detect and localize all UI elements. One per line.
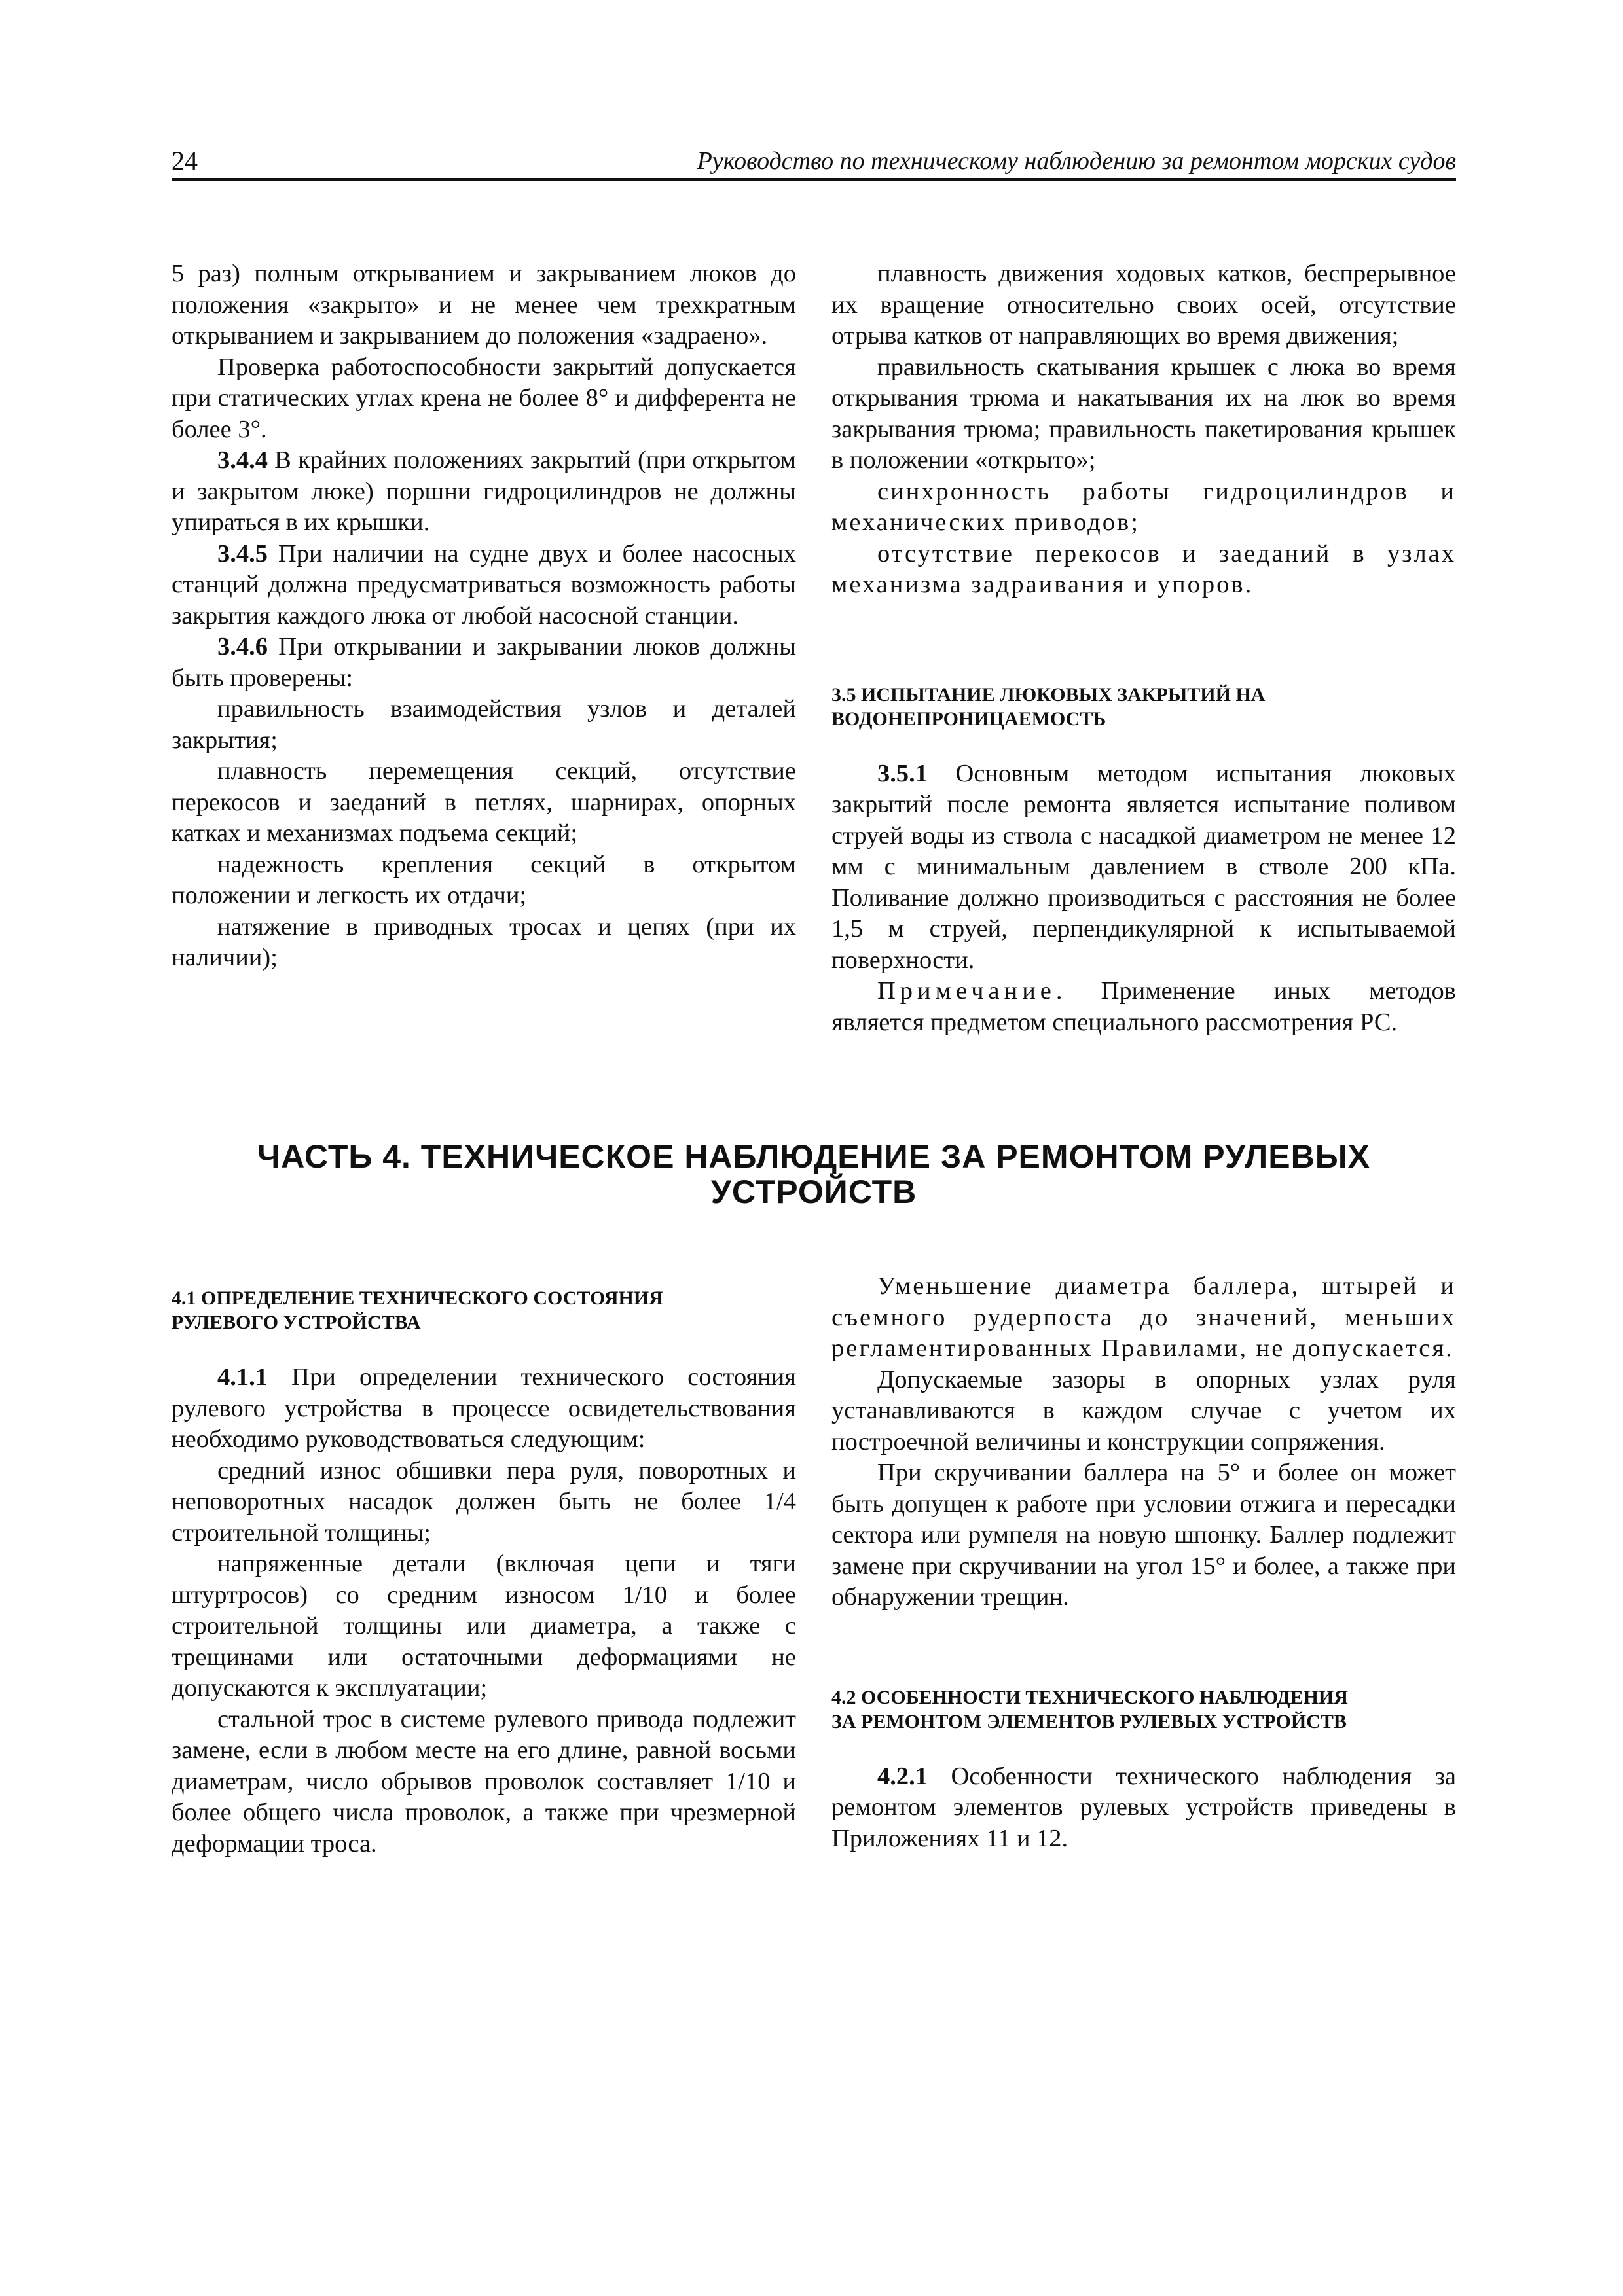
section-heading-3-5: 3.5 ИСПЫТАНИЕ ЛЮКОВЫХ ЗАКРЫТИЙ НА [831, 683, 1266, 706]
list-item: надежность крепления секций в открытом положении и легкость их отдачи; [172, 850, 796, 909]
paragraph: Уменьшение диаметра баллера, штырей и съемного рудерпоста до значений, меньших регламентированных Правилами, не допускается. [831, 1272, 1456, 1362]
clause-number: 4.1.1 [217, 1363, 268, 1391]
section-heading-4-2: 4.2 ОСОБЕННОСТИ ТЕХНИЧЕСКОГО НАБЛЮДЕНИЯ [831, 1686, 1348, 1708]
section-heading-4-1: 4.1 ОПРЕДЕЛЕНИЕ ТЕХНИЧЕСКОГО СОСТОЯНИЯ [172, 1287, 663, 1309]
paragraph-3-5-1 [831, 759, 1456, 977]
list-item: стальной трос в системе рулевого привода подлежит замене, если в любом месте на его длине, равной восьми диаметрам, число обрывов проволок составляет 1/10 и более общего числа проволок, а также при чрезмерной деформации троса. [172, 1705, 796, 1857]
page-header [172, 145, 1456, 179]
bottom-right-column [831, 1271, 1456, 1854]
part-title [172, 1139, 1456, 1210]
list-item: напряженные детали (включая цепи и тяги штуртросов) со средним износом 1/10 и более строительной толщины или диаметра, а также с трещинами или остаточными деформациями не допускаются к эксплуатации; [172, 1550, 796, 1702]
list-item: плавность движения ходовых катков, беспрерывное их вращение относительно своих осей, отсутствие отрыва катков от направляющих во время движения; [831, 260, 1456, 350]
clause-number: 3.5.1 [877, 759, 928, 787]
paragraph-3-4-6 [172, 632, 796, 694]
paragraph: Допускаемые зазоры в опорных узлах руля устанавливаются в каждом случае с учетом их построечной величины и конструкции сопряжения. [831, 1365, 1456, 1456]
clause-number: 3.4.6 [217, 633, 268, 660]
section-heading-4-2-line2: ЗА РЕМОНТОМ ЭЛЕМЕНТОВ РУЛЕВЫХ УСТРОЙСТВ [831, 1710, 1347, 1732]
part-title-line1: ЧАСТЬ 4. ТЕХНИЧЕСКОЕ НАБЛЮДЕНИЕ ЗА РЕМОНТОМ РУЛЕВЫХ [257, 1138, 1371, 1175]
running-title: Руководство по техническому наблюдению за ремонтом морских судов [697, 147, 1456, 175]
part-title-line2: УСТРОЙСТВ [710, 1174, 917, 1210]
list-item: натяжение в приводных тросах и цепях (при их наличии); [172, 912, 796, 971]
clause-text: Особенности технического наблюдения за ремонтом элементов рулевых устройств приведены в Приложениях 11 и 12. [831, 1762, 1456, 1852]
paragraph: При скручивании баллера на 5° и более он может быть допущен к работе при условии отжига и пересадки сектора или румпеля на новую шпонку. Баллер подлежит замене при скручивании на угол 15° и более, а также при обнаружении трещин. [831, 1459, 1456, 1611]
clause-number: 3.4.4 [217, 446, 268, 474]
page-number: 24 [172, 146, 198, 175]
note-text: . Применение иных методов является предметом специального рассмотрения РС. [831, 977, 1456, 1036]
bottom-left-column [172, 1286, 796, 1859]
list-item: правильность взаимодействия узлов и деталей закрытия; [172, 695, 796, 754]
note [831, 976, 1456, 1038]
note-label: Примечание [877, 977, 1056, 1005]
list-item: средний износ обшивки пера руля, поворотных и неповоротных насадок должен быть не более 1/4 строительной толщины; [172, 1456, 796, 1547]
section-heading-3-5-line2: ВОДОНЕПРОНИЦАЕМОСТЬ [831, 708, 1106, 730]
clause-text: При определении технического состояния рулевого устройства в процессе освидетельствования необходимо руководствоваться следующим: [172, 1363, 796, 1453]
paragraph: 5 раз) полным открыванием и закрыванием люков до положения «закрыто» и не менее чем трехкратным открыванием и закрыванием до положения «задраено». [172, 260, 796, 350]
list-item: синхронность работы гидроцилиндров и механических приводов; [831, 477, 1456, 536]
clause-number: 4.2.1 [877, 1762, 928, 1790]
paragraph: Проверка работоспособности закрытий допускается при статических углах крена не более 8° и дифферента не более 3°. [172, 353, 796, 443]
list-item: плавность перемещения секций, отсутствие перекосов и заеданий в петлях, шарнирах, опорных катках и механизмах подъема секций; [172, 757, 796, 847]
paragraph-3-4-4 [172, 445, 796, 539]
clause-text: При открывании и закрывании люков должны быть проверены: [172, 633, 796, 692]
list-item: отсутствие перекосов и заеданий в узлах механизма задраивания и упоров. [831, 539, 1456, 598]
top-right-column [831, 259, 1456, 1038]
top-left-column [172, 259, 796, 974]
clause-text: Основным методом испытания люковых закрытий после ремонта является испытание поливом струей воды из ствола с насадкой диаметром не менее 12 мм с минимальным давлением в стволе 200 кПа. Поливание должно производиться с расстояния не более 1,5 м струей, перпендикулярной к испытываемой поверхности. [831, 759, 1456, 974]
section-heading-4-1-line2: РУЛЕВОГО УСТРОЙСТВА [172, 1312, 421, 1333]
clause-number: 3.4.5 [217, 539, 268, 567]
paragraph-4-1-1 [172, 1362, 796, 1456]
clause-text: В крайних положениях закрытий (при открытом и закрытом люке) поршни гидроцилиндров не должны упираться в их крышки. [172, 446, 796, 536]
paragraph-3-4-5 [172, 539, 796, 632]
clause-text: При наличии на судне двух и более насосных станций должна предусматриваться возможность работы закрытия каждого люка от любой насосной станции. [172, 539, 796, 630]
paragraph-4-2-1 [831, 1761, 1456, 1855]
list-item: правильность скатывания крышек с люка во время открывания трюма и накатывания их на люк во время закрывания трюма; правильность пакетирования крышек в положении «открыто»; [831, 353, 1456, 474]
header-rule [172, 178, 1456, 181]
